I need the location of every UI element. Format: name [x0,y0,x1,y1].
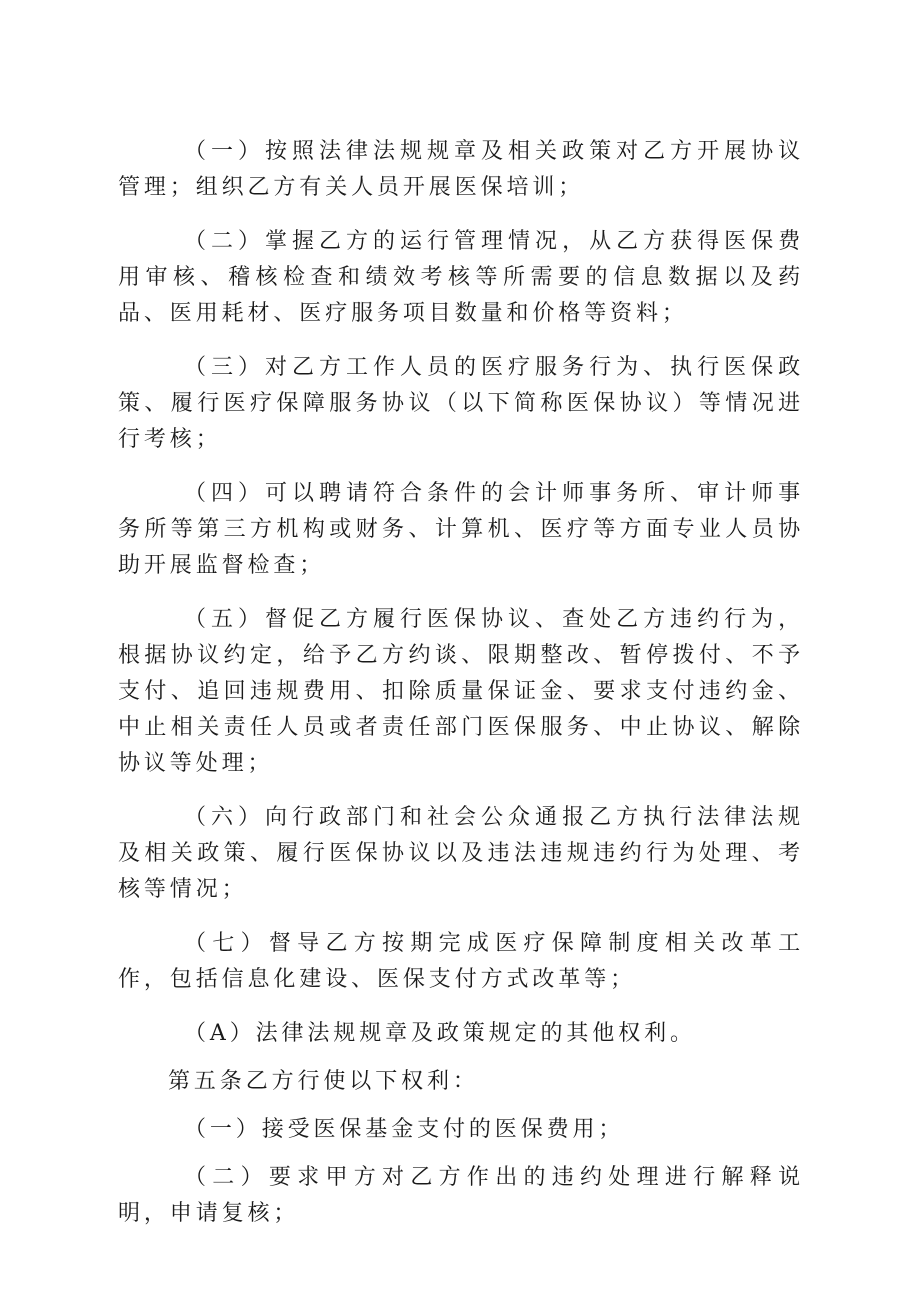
paragraph-6: （六）向行政部门和社会公众通报乙方执行法律法规及相关政策、履行医保协议以及违法违规违约行为处理、考核等情况； [118,805,804,902]
paragraph-8: （A）法律法规规章及政策规定的其他权利。 [184,1021,696,1046]
paragraph-7: （七）督导乙方按期完成医疗保障制度相关改革工作，包括信息化建设、医保支付方式改革等； [118,931,804,992]
document-body [118,134,804,1250]
paragraph-5: （五）督促乙方履行医保协议、查处乙方违约行为，根据协议约定，给予乙方约谈、限期整改、暂停拨付、不予支付、追回违规费用、扣除质量保证金、要求支付违约金、中止相关责任人员或者责任部门医保服务、中止协议、解除协议等处理； [118,607,804,776]
paragraph-10: （二）要求甲方对乙方作出的违约处理进行解释说明，申请复核； [118,1165,804,1226]
paragraph-1: （一）按照法律法规规章及相关政策对乙方开展协议管理；组织乙方有关人员开展医保培训； [118,139,804,200]
article-heading: 第五条乙方行使以下权利： [168,1069,479,1094]
paragraph-2: （二）掌握乙方的运行管理情况，从乙方获得医保费用审核、稽核检查和绩效考核等所需要的信息数据以及药品、医用耗材、医疗服务项目数量和价格等资料； [118,229,804,326]
paragraph-4: （四）可以聘请符合条件的会计师事务所、审计师事务所等第三方机构或财务、计算机、医疗等方面专业人员协助开展监督检查； [118,481,804,578]
paragraph-3: （三）对乙方工作人员的医疗服务行为、执行医保政策、履行医疗保障服务协议（以下简称医保协议）等情况进行考核； [118,355,804,452]
paragraph-9: （一）接受医保基金支付的医保费用； [184,1117,625,1142]
